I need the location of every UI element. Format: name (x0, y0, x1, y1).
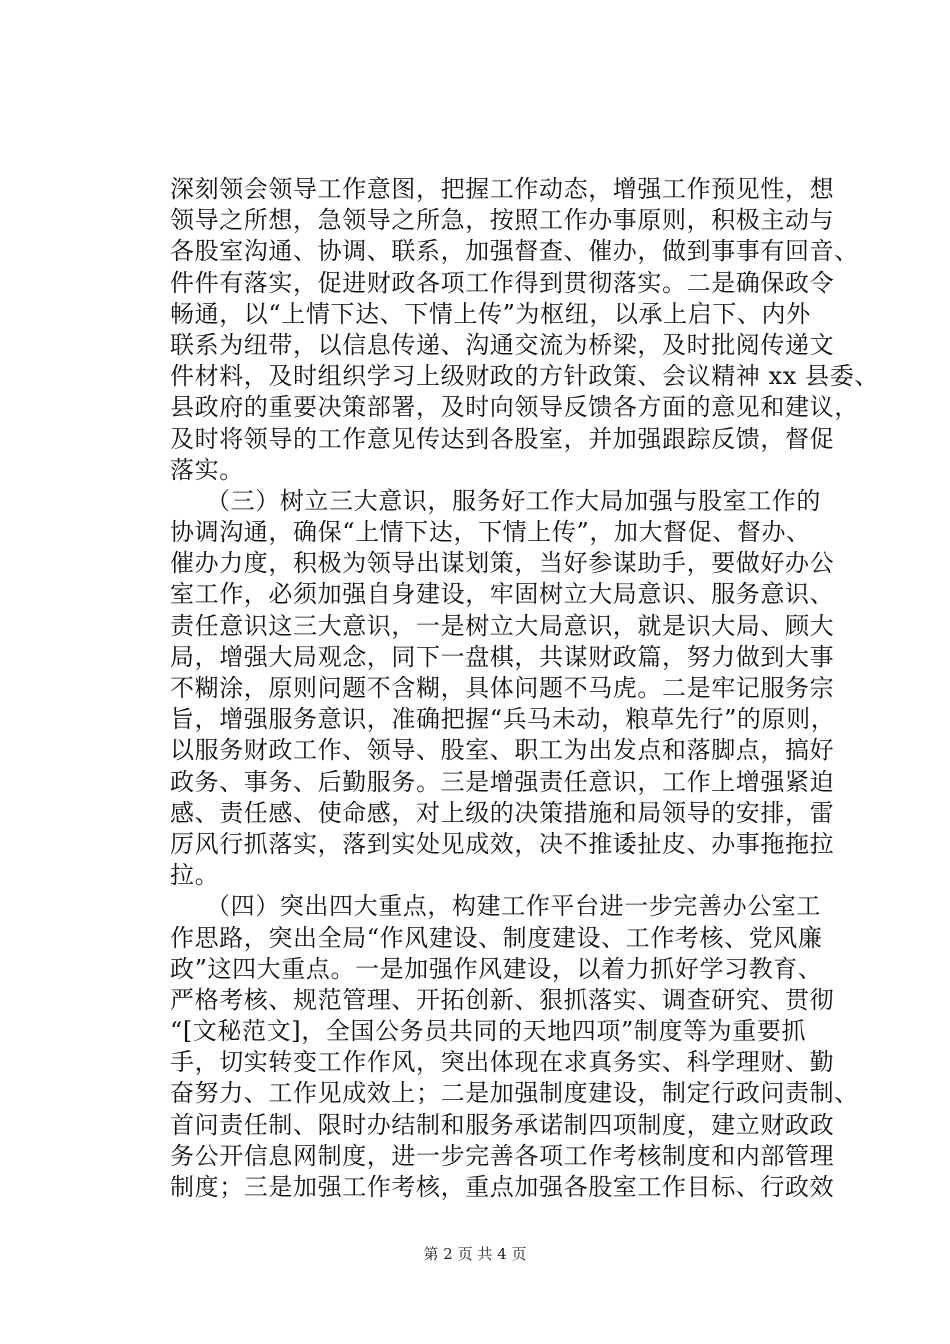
text-line: 不糊涂，原则问题不含糊，具体问题不马虎。二是牢记服务宗 (170, 674, 835, 702)
text-line: 责任意识这三大意识，一是树立大局意识，就是识大局、顾大 (170, 611, 835, 640)
text-line: 畅通，以“上情下达、下情上传”为枢纽，以承上启下、内外 (170, 299, 811, 328)
text-line: 拉。 (170, 861, 220, 890)
text-line: 深刻领会领导工作意图，把握工作动态，增强工作预见性，想 (170, 175, 835, 203)
text-line: 政务、事务、后勤服务。三是增强责任意识，工作上增强紧迫 (170, 767, 835, 796)
text-line: 政”这四大重点。一是加强作风建设，以着力抓好学习教育、 (170, 954, 823, 983)
text-line: 领导之所想，急领导之所急，按照工作办事原则，积极主动与 (170, 206, 835, 235)
text-line: 奋努力、工作见成效上；二是加强制度建设，制定行政问责制、 (170, 1079, 859, 1108)
text-line: 件件有落实，促进财政各项工作得到贯彻落实。二是确保政令 (170, 268, 835, 297)
text-line: 感、责任感、使命感，对上级的决策措施和局领导的安排，雷 (170, 798, 835, 827)
text-line: 制度；三是加强工作考核，重点加强各股室工作目标、行政效 (170, 1173, 835, 1201)
section-heading-three: （三）树立三大意识，服务好工作大局加强与股室工作的 (206, 486, 821, 515)
text-line: 协调沟通，确保“上情下达，下情上传”，加大督促、督办、 (170, 518, 811, 547)
text-line: 以服务财政工作、领导、股室、职工为出发点和落脚点，搞好 (170, 736, 835, 765)
text-line: 局，增强大局观念，同下一盘棋，共谋财政篇，努力做到大事 (170, 642, 835, 671)
section-heading-four: （四）突出四大重点，构建工作平台进一步完善办公室工 (206, 892, 821, 921)
text-line: 手，切实转变工作作风，突出体现在求真务实、科学理财、勤 (170, 1048, 835, 1077)
text-line: 催办力度，积极为领导出谋划策，当好参谋助手，要做好办公 (170, 549, 835, 578)
text-line: 件材料，及时组织学习上级财政的方针政策、会议精神 xx 县委、 (170, 362, 879, 391)
text-line: 作思路，突出全局“作风建设、制度建设、工作考核、党风廉 (170, 923, 823, 952)
text-line: 首问责任制、限时办结制和服务承诺制四项制度，建立财政政 (170, 1110, 835, 1139)
body-text (170, 174, 879, 1203)
text-line: 县政府的重要决策部署，及时向领导反馈各方面的意见和建议， (170, 393, 859, 422)
text-line: 室工作，必须加强自身建设，牢固树立大局意识、服务意识、 (170, 580, 835, 609)
text-line: 务公开信息网制度，进一步完善各项工作考核制度和内部管理 (170, 1141, 835, 1170)
text-line: 各股室沟通、协调、联系，加强督查、催办，做到事事有回音、 (170, 237, 859, 266)
text-line: 落实。 (170, 455, 244, 484)
text-line: 及时将领导的工作意见传达到各股室，并加强跟踪反馈，督促 (170, 424, 835, 453)
text-line: 厉风行抓落实，落到实处见成效，决不推诿扯皮、办事拖拖拉 (170, 829, 835, 858)
text-line: 严格考核、规范管理、开拓创新、狠抓落实、调查研究、贯彻 (170, 985, 835, 1014)
text-line: 联系为纽带，以信息传递、沟通交流为桥梁，及时批阅传递文 (170, 330, 835, 359)
text-line: 旨，增强服务意识，准确把握“兵马未动，粮草先行”的原则， (170, 705, 836, 734)
text-line: “[文秘范文]，全国公务员共同的天地四项”制度等为重要抓 (170, 1017, 807, 1046)
page-number-footer: 第 2 页 共 4 页 (423, 1245, 527, 1263)
